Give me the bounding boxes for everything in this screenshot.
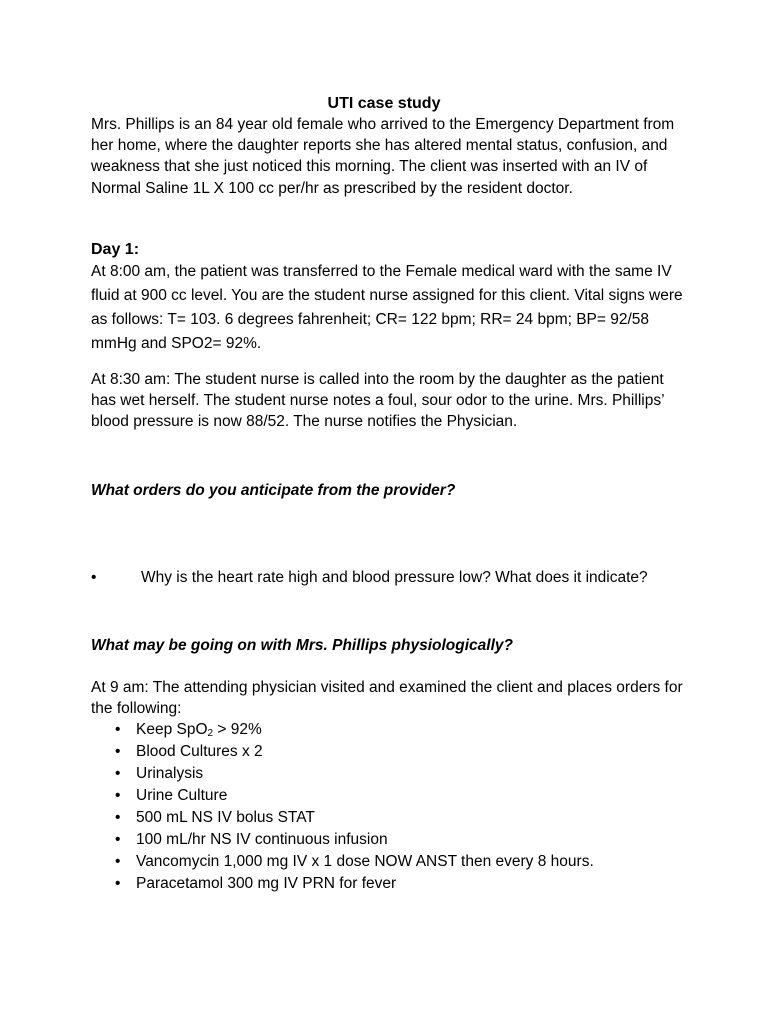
order-item bbox=[115, 851, 594, 873]
bullet-icon: • bbox=[115, 831, 121, 848]
bullet-icon: • bbox=[115, 787, 121, 804]
bullet-icon: • bbox=[115, 875, 121, 892]
order-item bbox=[115, 807, 594, 829]
spo2-suffix: > 92% bbox=[213, 721, 262, 738]
bullet-question-text: Why is the heart rate high and blood pressure low? What does it indicate? bbox=[141, 569, 648, 586]
order-text: Blood Cultures x 2 bbox=[136, 743, 263, 760]
bullet-icon: • bbox=[91, 569, 97, 586]
order-item bbox=[115, 873, 594, 895]
order-item bbox=[115, 785, 594, 807]
bullet-icon: • bbox=[115, 743, 121, 760]
order-text: 500 mL NS IV bolus STAT bbox=[136, 809, 315, 826]
orders-list bbox=[115, 719, 594, 895]
question-physiology: What may be going on with Mrs. Phillips physiologically? bbox=[91, 637, 513, 654]
document-title: UTI case study bbox=[327, 95, 441, 112]
order-item bbox=[115, 741, 594, 763]
9am-paragraph: At 9 am: The attending physician visited and examined the client and places orders for the following: bbox=[91, 679, 683, 718]
day-1-heading: Day 1: bbox=[91, 241, 140, 258]
830-paragraph: At 8:30 am: The student nurse is called into the room by the daughter as the patient has wet herself. The student nurse notes a foul, sour odor to the urine. Mrs. Phillips’ blood pressure is now 88/52. The nurse notifies the Physician. bbox=[91, 371, 664, 431]
bullet-icon: • bbox=[115, 765, 121, 782]
bullet-icon: • bbox=[115, 721, 121, 738]
spo2-prefix: Keep SpO bbox=[136, 721, 208, 738]
order-item-spo2 bbox=[115, 719, 594, 741]
bullet-icon: • bbox=[115, 853, 121, 870]
bullet-question bbox=[91, 567, 691, 588]
intro-paragraph: Mrs. Phillips is an 84 year old female who arrived to the Emergency Department from her home, where the daughter reports she has altered mental status, confusion, and weakness that she just noticed this morning. The client was inserted with an IV of Normal Saline 1L X 100 cc per/hr as prescribed by the resident doctor. bbox=[91, 116, 675, 197]
order-item bbox=[115, 763, 594, 785]
spo2-subscript: 2 bbox=[207, 728, 214, 739]
order-text: Urine Culture bbox=[136, 787, 228, 804]
order-text: Paracetamol 300 mg IV PRN for fever bbox=[136, 875, 397, 892]
order-text: 100 mL/hr NS IV continuous infusion bbox=[136, 831, 388, 848]
order-text: Vancomycin 1,000 mg IV x 1 dose NOW ANST then every 8 hours. bbox=[136, 853, 594, 870]
order-item bbox=[115, 829, 594, 851]
question-anticipated-orders: What orders do you anticipate from the provider? bbox=[91, 482, 456, 499]
bullet-icon: • bbox=[115, 809, 121, 826]
order-text: Urinalysis bbox=[136, 765, 204, 782]
day-1-paragraph: At 8:00 am, the patient was transferred to the Female medical ward with the same IV fluid at 900 cc level. You are the student nurse assigned for this client. Vital signs were as follows: T= 103. 6 degrees fahrenheit; CR= 122 bpm; RR= 24 bpm; BP= 92/58 mmHg and SPO2= 92%. bbox=[91, 263, 683, 352]
